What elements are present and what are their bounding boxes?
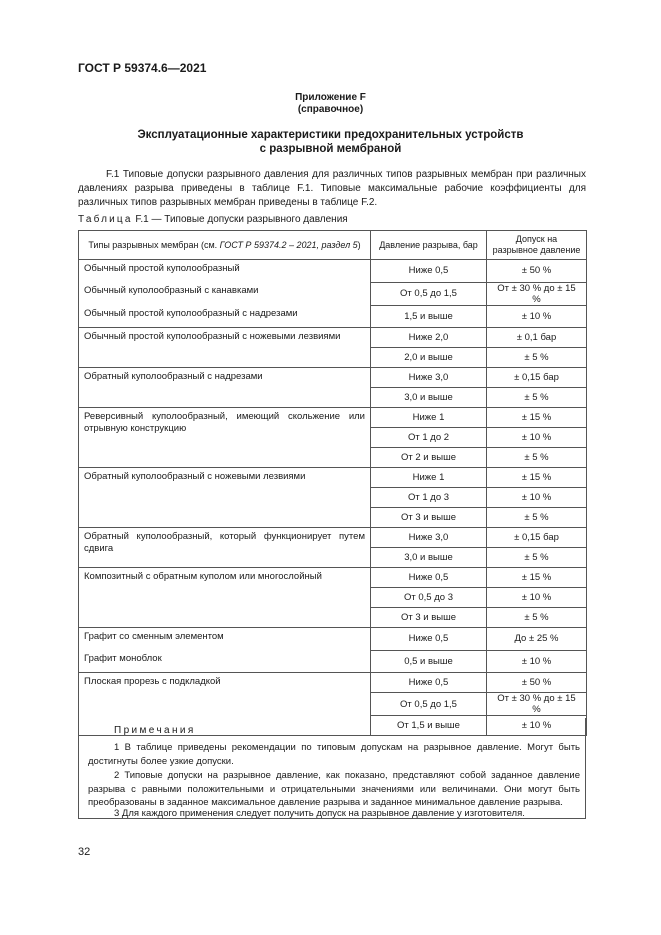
table-row — [79, 260, 587, 283]
cell-tolerance: ± 5 % — [487, 548, 587, 568]
cell-tolerance: ± 15 % — [487, 568, 587, 588]
table-row — [79, 282, 587, 305]
cell-burst-pressure: От 2 и выше — [371, 448, 487, 468]
page-number: 32 — [78, 846, 91, 858]
cell-membrane-type: Графит со сменным элементом — [79, 628, 371, 651]
cell-tolerance: ± 10 % — [487, 488, 587, 508]
cell-burst-pressure: От 0,5 до 1,5 — [371, 282, 487, 305]
cell-burst-pressure: Ниже 0,5 — [371, 568, 487, 588]
section-heading-line2: с разрывной мембраной — [259, 143, 402, 155]
section-heading-line1: Эксплуатационные характеристики предохранительных устройств — [137, 129, 524, 141]
cell-membrane-type: Обычный простой куполообразный с надрезами — [79, 305, 371, 328]
cell-burst-pressure: От 3 и выше — [371, 508, 487, 528]
appendix-title: Приложение F — [295, 92, 366, 103]
cell-burst-pressure: От 3 и выше — [371, 608, 487, 628]
cell-burst-pressure: Ниже 0,5 — [371, 628, 487, 651]
cell-burst-pressure: Ниже 0,5 — [371, 673, 487, 693]
cell-burst-pressure: Ниже 1 — [371, 468, 487, 488]
cell-tolerance: ± 5 % — [487, 348, 587, 368]
cell-tolerance: ± 15 % — [487, 468, 587, 488]
table-caption-text: F.1 — Типовые допуски разрывного давления — [132, 214, 348, 225]
cell-tolerance: ± 50 % — [487, 673, 587, 693]
cell-membrane-type: Обратный куполообразный с ножевыми лезвиями — [79, 468, 371, 528]
cell-membrane-type: Реверсивный куполообразный, имеющий скольжение или отрывную конструкцию — [79, 408, 371, 468]
cell-tolerance: ± 15 % — [487, 408, 587, 428]
table-row — [79, 673, 587, 693]
table-header-row — [79, 231, 587, 260]
cell-tolerance: ± 10 % — [487, 716, 587, 736]
note-1: 1 В таблице приведены рекомендации по типовым допускам на разрывное давление. Могут быть достигнуты более узкие допуски. — [88, 742, 580, 767]
table-row — [79, 368, 587, 388]
note-2: 2 Типовые допуски на разрывное давление, как показано, представляют собой заданное давление разрыва с равными положительными и отрицательными значениями или величинами. Они могут быть преобразованы в заданное максимальное давление разрыва и заданное минимальное давление разрыва. — [88, 770, 580, 808]
cell-tolerance: До ± 25 % — [487, 628, 587, 651]
header-type-reference: ГОСТ Р 59374.2 – 2021, раздел 5 — [219, 239, 358, 250]
cell-burst-pressure: Ниже 1 — [371, 408, 487, 428]
cell-tolerance: ± 0,15 бар — [487, 368, 587, 388]
cell-membrane-type: Обычный простой куполообразный с ножевыми лезвиями — [79, 328, 371, 368]
cell-burst-pressure: От 0,5 до 1,5 — [371, 693, 487, 716]
cell-membrane-type: Композитный с обратным куполом или многослойный — [79, 568, 371, 628]
cell-burst-pressure: Ниже 3,0 — [371, 528, 487, 548]
table-row — [79, 305, 587, 328]
cell-tolerance: ± 5 % — [487, 508, 587, 528]
cell-burst-pressure: Ниже 0,5 — [371, 260, 487, 283]
intro-paragraph: F.1 Типовые допуски разрывного давления для различных типов разрывных мембран при различных давлениях разрыва приведены в таблице F.1. Типовые максимальные рабочие коэффициенты для различных типов разрывных мембран приведены в таблице F.2. — [78, 169, 586, 208]
cell-tolerance: От ± 30 % до ± 15 % — [487, 693, 587, 716]
cell-burst-pressure: От 1 до 2 — [371, 428, 487, 448]
table-row — [79, 408, 587, 428]
document-code: ГОСТ Р 59374.6—2021 — [78, 61, 207, 75]
notes-title: Примечания — [114, 725, 196, 736]
cell-tolerance: ± 10 % — [487, 305, 587, 328]
header-tolerance: Допуск на разрывное давление — [487, 231, 587, 260]
cell-membrane-type: Обычный простой куполообразный — [79, 260, 371, 283]
table-row — [79, 468, 587, 488]
cell-burst-pressure: От 1,5 и выше — [371, 716, 487, 736]
header-burst-pressure: Давление разрыва, бар — [371, 231, 487, 260]
table-row — [79, 568, 587, 588]
cell-tolerance: ± 10 % — [487, 428, 587, 448]
table-caption — [78, 214, 348, 225]
cell-tolerance: От ± 30 % до ± 15 % — [487, 282, 587, 305]
cell-burst-pressure: Ниже 3,0 — [371, 368, 487, 388]
cell-tolerance: ± 5 % — [487, 448, 587, 468]
tolerance-table — [78, 230, 587, 736]
table-caption-word: Таблица — [78, 214, 133, 225]
table-row — [79, 528, 587, 548]
cell-burst-pressure: Ниже 2,0 — [371, 328, 487, 348]
header-membrane-type: Типы разрывных мембран (см. ГОСТ Р 59374.2 – 2021, раздел 5) — [79, 231, 371, 260]
cell-burst-pressure: От 0,5 до 3 — [371, 588, 487, 608]
cell-burst-pressure: 0,5 и выше — [371, 650, 487, 673]
cell-burst-pressure: 1,5 и выше — [371, 305, 487, 328]
table-row — [79, 328, 587, 348]
cell-membrane-type: Графит моноблок — [79, 650, 371, 673]
cell-membrane-type: Обратный куполообразный, который функционирует путем сдвига — [79, 528, 371, 568]
cell-burst-pressure: 3,0 и выше — [371, 548, 487, 568]
cell-tolerance: ± 10 % — [487, 650, 587, 673]
table-row — [79, 628, 587, 651]
cell-tolerance: ± 50 % — [487, 260, 587, 283]
cell-burst-pressure: 3,0 и выше — [371, 388, 487, 408]
cell-tolerance: ± 5 % — [487, 608, 587, 628]
cell-tolerance: ± 0,1 бар — [487, 328, 587, 348]
table-row — [79, 650, 587, 673]
cell-membrane-type: Обратный куполообразный с надрезами — [79, 368, 371, 408]
cell-tolerance: ± 0,15 бар — [487, 528, 587, 548]
note-3: 3 Для каждого применения следует получить допуск на разрывное давление у изготовителя. — [114, 808, 525, 819]
cell-burst-pressure: 2,0 и выше — [371, 348, 487, 368]
cell-tolerance: ± 5 % — [487, 388, 587, 408]
appendix-subtitle: (справочное) — [297, 104, 364, 115]
cell-burst-pressure: От 1 до 3 — [371, 488, 487, 508]
cell-membrane-type: Обычный куполообразный с канавками — [79, 282, 371, 305]
cell-tolerance: ± 10 % — [487, 588, 587, 608]
cell-membrane-type: Плоская прорезь с подкладкой — [79, 673, 371, 736]
